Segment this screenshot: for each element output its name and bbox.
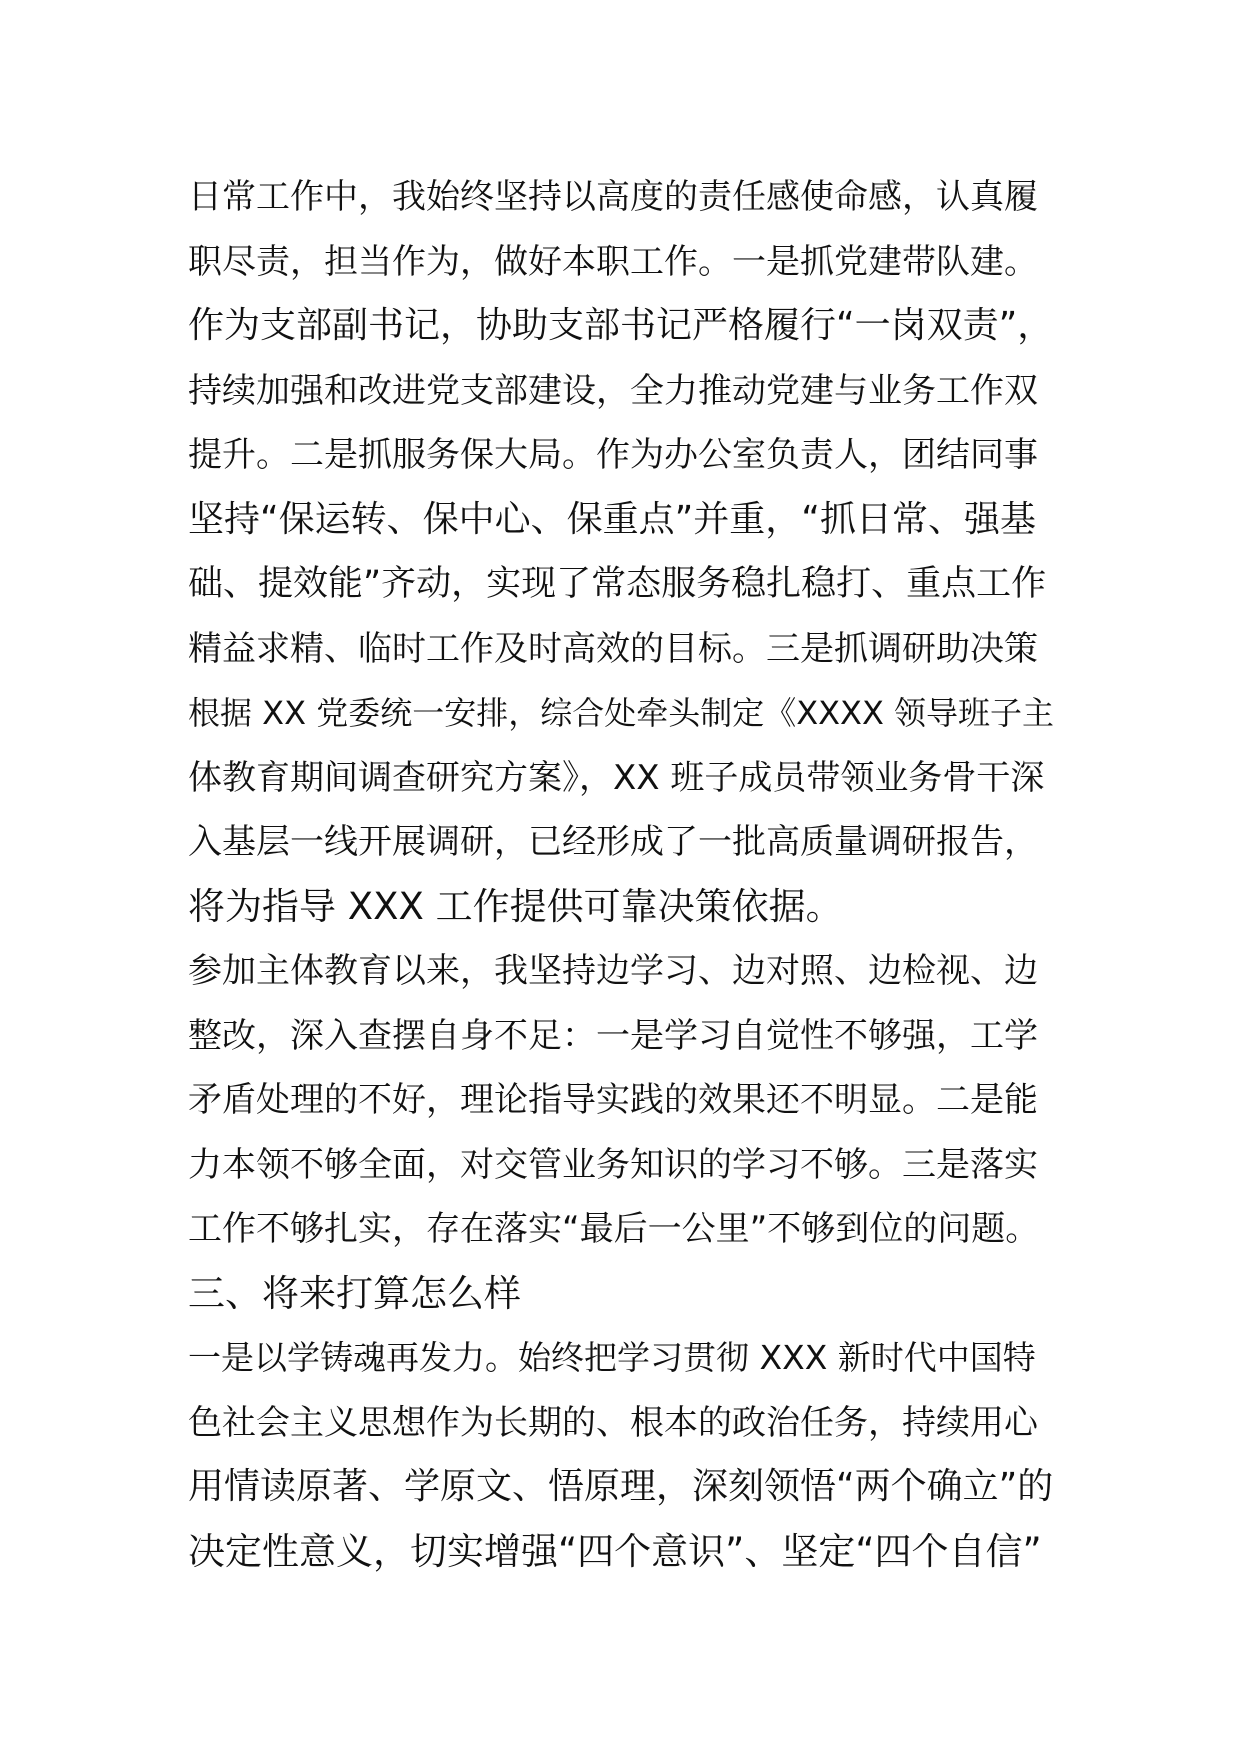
text-line: 坚持“保运转、保中心、保重点”并重，“抓日常、强基 [188,498,1036,540]
text-line: 力本领不够全面，对交管业务知识的学习不够。三是落实 [188,1144,1038,1185]
text-line: 将为指导 XXX 工作提供可靠决策依据。 [188,884,843,928]
body-text [188,165,1058,1584]
text-line: 用情读原著、学原文、悟原理，深刻领悟“两个确立”的 [188,1466,1054,1507]
text-line: 提升。二是抓服务保大局。作为办公室负责人，团结同事 [188,435,1038,475]
text-line: 日常工作中，我始终坚持以高度的责任感使命感，认真履 [188,177,1038,217]
text-line: 础、提效能”齐动，实现了常态服务稳扎稳打、重点工作 [188,564,1047,604]
section-heading: 三、将来打算怎么样 [188,1271,521,1315]
text-line: 作为支部副书记，协助支部书记严格履行“一岗双责”， [188,305,1054,346]
text-line: 入基层一线开展调研，已经形成了一批高质量调研报告， [188,822,1038,862]
text-line: 矛盾处理的不好，理论指导实践的效果还不明显。二是能 [188,1080,1038,1120]
text-line: 精益求精、临时工作及时高效的目标。三是抓调研助决策 [188,628,1038,669]
text-line: 体教育期间调查研究方案》，XX 班子成员带领业务骨干深 [188,757,1045,798]
text-line: 持续加强和改进党支部建设，全力推动党建与业务工作双 [188,370,1038,411]
text-line: 工作不够扎实，存在落实“最后一公里”不够到位的问题。 [188,1209,1040,1249]
text-line: 决定性意义，切实增强“四个意识”、坚定“四个自信” [188,1529,1042,1573]
text-line: 色社会主义思想作为长期的、根本的政治任务，持续用心 [188,1402,1038,1443]
text-line: 职尽责，担当作为，做好本职工作。一是抓党建带队建。 [188,241,1038,282]
text-line: 根据 XX 党委统一安排，综合处牵头制定《XXXX 领导班子主 [188,694,1055,732]
text-line: 整改，深入查摆自身不足：一是学习自觉性不够强，工学 [188,1015,1038,1056]
text-line: 参加主体教育以来，我坚持边学习、边对照、边检视、边 [188,951,1038,991]
text-line: 一是以学铸魂再发力。始终把学习贯彻 XXX 新时代中国特 [188,1338,1036,1377]
